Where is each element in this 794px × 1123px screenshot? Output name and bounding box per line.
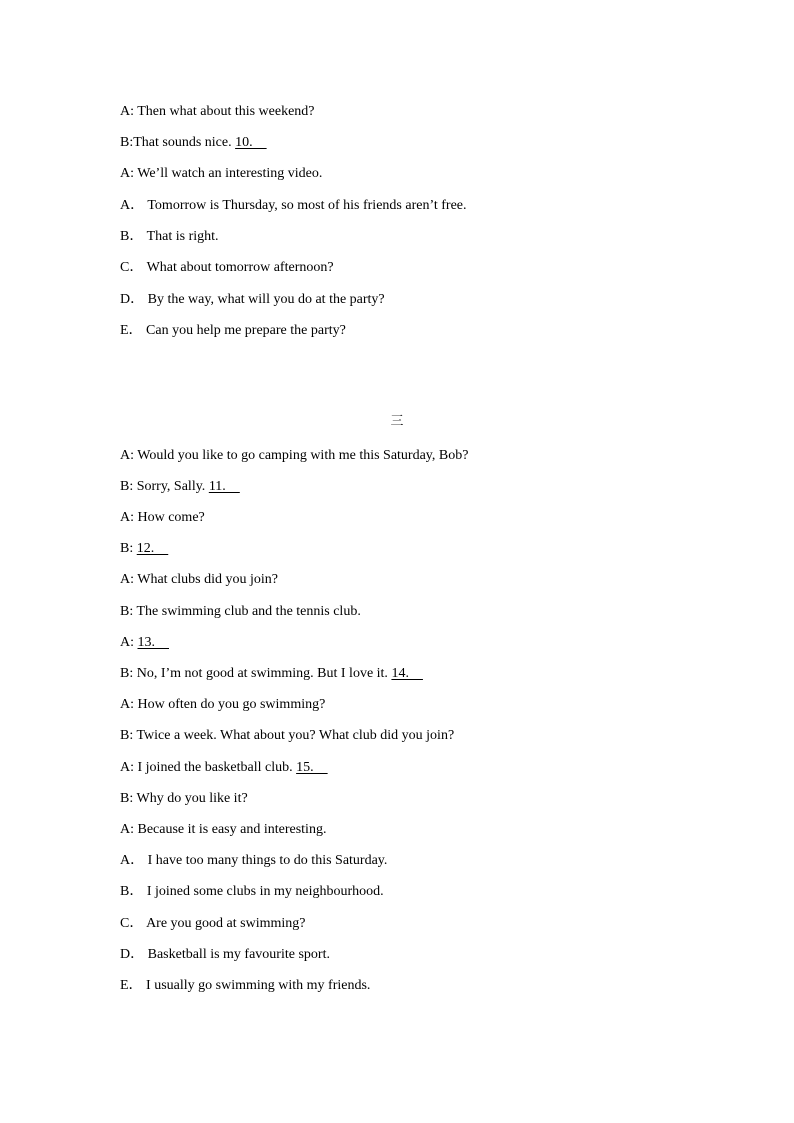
dialogue-line: B: 12. xyxy=(120,541,169,556)
option-item: A． I have too many things to do this Saturday. xyxy=(120,853,388,868)
option-item: A． Tomorrow is Thursday, so most of his friends aren’t free. xyxy=(120,198,467,213)
dialogue-line: A: Then what about this weekend? xyxy=(120,104,315,119)
dialogue-line: A: Because it is easy and interesting. xyxy=(120,822,327,837)
answer-blank-14: 14. xyxy=(391,666,423,681)
section-heading: 三 xyxy=(390,414,404,429)
answer-blank-12: 12. xyxy=(136,541,169,556)
dialogue-line: A: I joined the basketball club. 15. xyxy=(120,760,328,775)
dialogue-line: A: How come? xyxy=(120,510,205,525)
dialogue-line: B:That sounds nice. 10. xyxy=(120,135,267,150)
dialogue-line: B: The swimming club and the tennis club. xyxy=(120,604,361,619)
dialogue-line: B: No, I’m not good at swimming. But I love it. 14. xyxy=(120,666,423,681)
option-item: D． By the way, what will you do at the party? xyxy=(120,292,385,307)
answer-blank-13: 13. xyxy=(137,635,169,650)
dialogue-line: B: Why do you like it? xyxy=(120,791,248,806)
answer-blank-10: 10. xyxy=(235,135,267,150)
dialogue-line: A: What clubs did you join? xyxy=(120,572,278,587)
dialogue-line: A: 13. xyxy=(120,635,169,650)
dialogue-line: B: Sorry, Sally. 11. xyxy=(120,479,240,494)
option-item: E． Can you help me prepare the party? xyxy=(120,323,346,338)
dialogue-line: B: Twice a week. What about you? What club did you join? xyxy=(120,728,455,743)
answer-blank-11: 11. xyxy=(208,479,240,494)
option-item: C． What about tomorrow afternoon? xyxy=(120,260,334,275)
option-item: C． Are you good at swimming? xyxy=(120,916,306,931)
answer-blank-15: 15. xyxy=(296,760,328,775)
dialogue-line: A: We’ll watch an interesting video. xyxy=(120,166,323,181)
option-item: D． Basketball is my favourite sport. xyxy=(120,947,330,962)
option-item: B． I joined some clubs in my neighbourhood. xyxy=(120,884,384,899)
option-item: B． That is right. xyxy=(120,229,219,244)
dialogue-line: A: How often do you go swimming? xyxy=(120,697,326,712)
option-item: E． I usually go swimming with my friends. xyxy=(120,978,371,993)
dialogue-line: A: Would you like to go camping with me this Saturday, Bob? xyxy=(120,448,469,463)
